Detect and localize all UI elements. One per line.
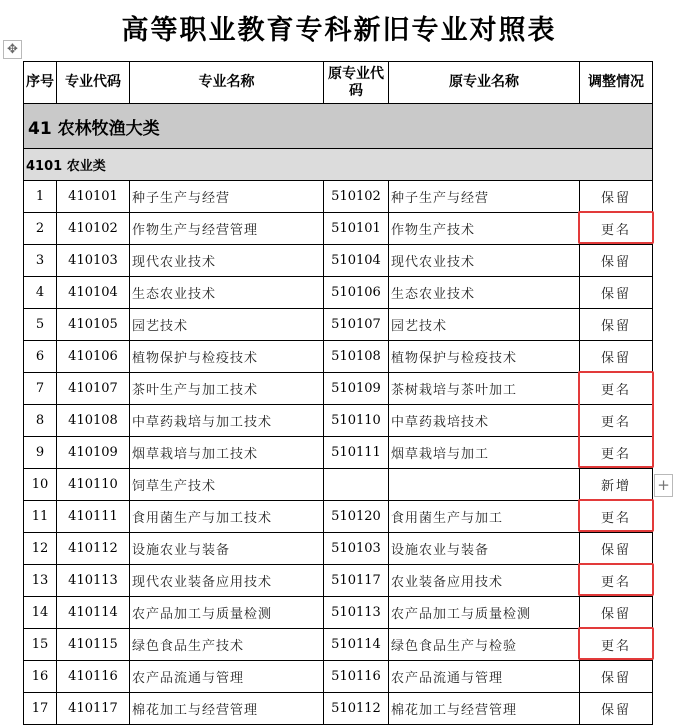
cell-code: 410110: [57, 469, 130, 501]
cell-name: 中草药栽培与加工技术: [130, 405, 324, 437]
highlight-box: [578, 211, 654, 244]
cell-code: 410117: [57, 693, 130, 725]
cell-old-name: 绿色食品生产与检验: [389, 629, 580, 661]
cell-old-name: 农业装备应用技术: [389, 565, 580, 597]
cell-seq: 17: [24, 693, 57, 725]
cell-old-name: 现代农业技术: [389, 245, 580, 277]
table-row: [24, 405, 653, 437]
cell-adjust: 更名: [580, 501, 653, 533]
cell-code: 410103: [57, 245, 130, 277]
cell-old-name: 中草药栽培技术: [389, 405, 580, 437]
table-row: [24, 597, 653, 629]
subcategory-row: [24, 149, 653, 181]
cell-code: 410102: [57, 213, 130, 245]
cell-name: 园艺技术: [130, 309, 324, 341]
cell-old-name: 茶树栽培与茶叶加工: [389, 373, 580, 405]
cell-name: 棉花加工与经营管理: [130, 693, 324, 725]
table-row: [24, 693, 653, 725]
table-row: [24, 437, 653, 469]
cell-code: 410107: [57, 373, 130, 405]
table-row: [24, 373, 653, 405]
cell-old-name: 烟草栽培与加工: [389, 437, 580, 469]
cell-seq: 13: [24, 565, 57, 597]
cell-old-name: 作物生产技术: [389, 213, 580, 245]
cell-adjust: 更名: [580, 213, 653, 245]
header-seq: 序号: [24, 62, 57, 104]
cell-name: 茶叶生产与加工技术: [130, 373, 324, 405]
cell-old-name: 设施农业与装备: [389, 533, 580, 565]
cell-seq: 7: [24, 373, 57, 405]
cell-old-code: 510120: [324, 501, 389, 533]
cell-code: 410115: [57, 629, 130, 661]
add-row-plus-icon[interactable]: +: [654, 474, 673, 497]
cell-old-code: 510101: [324, 213, 389, 245]
cell-name: 绿色食品生产技术: [130, 629, 324, 661]
table-row: [24, 181, 653, 213]
cell-adjust: 保留: [580, 181, 653, 213]
highlight-box: [578, 627, 654, 660]
cell-old-code: 510106: [324, 277, 389, 309]
cell-seq: 11: [24, 501, 57, 533]
cell-name: 农产品加工与质量检测: [130, 597, 324, 629]
cell-name: 生态农业技术: [130, 277, 324, 309]
cell-old-name: 园艺技术: [389, 309, 580, 341]
cell-old-name: 食用菌生产与加工: [389, 501, 580, 533]
cell-name: 作物生产与经营管理: [130, 213, 324, 245]
cell-old-code: 510114: [324, 629, 389, 661]
cell-name: 农产品流通与管理: [130, 661, 324, 693]
cell-code: 410114: [57, 597, 130, 629]
cell-old-code: 510113: [324, 597, 389, 629]
cell-adjust: 更名: [580, 437, 653, 469]
category-row: [24, 104, 653, 149]
cell-code: 410111: [57, 501, 130, 533]
cell-old-name: 种子生产与经营: [389, 181, 580, 213]
cell-old-code: 510111: [324, 437, 389, 469]
table-row: [24, 469, 653, 501]
cell-adjust: 保留: [580, 341, 653, 373]
cell-seq: 3: [24, 245, 57, 277]
cell-seq: 6: [24, 341, 57, 373]
cell-old-code: 510112: [324, 693, 389, 725]
cell-seq: 16: [24, 661, 57, 693]
table-row: [24, 341, 653, 373]
cell-name: 现代农业装备应用技术: [130, 565, 324, 597]
cell-old-name: 生态农业技术: [389, 277, 580, 309]
cell-code: 410105: [57, 309, 130, 341]
cell-seq: 10: [24, 469, 57, 501]
cell-code: 410104: [57, 277, 130, 309]
cell-name: 烟草栽培与加工技术: [130, 437, 324, 469]
cell-adjust: 保留: [580, 245, 653, 277]
page-title: 高等职业教育专科新旧专业对照表: [121, 15, 557, 46]
cell-old-name: [389, 469, 580, 501]
cell-name: 食用菌生产与加工技术: [130, 501, 324, 533]
table-move-handle-icon[interactable]: ✥: [3, 40, 22, 59]
cell-code: 410108: [57, 405, 130, 437]
header-old-code: 原专业代码: [324, 62, 389, 104]
cell-old-name: 棉花加工与经营管理: [389, 693, 580, 725]
header-name: 专业名称: [130, 62, 324, 104]
cell-code: 410113: [57, 565, 130, 597]
header-old-name: 原专业名称: [389, 62, 580, 104]
table-row: [24, 309, 653, 341]
cell-adjust: 保留: [580, 597, 653, 629]
cell-code: 410106: [57, 341, 130, 373]
cell-old-code: 510103: [324, 533, 389, 565]
table-row: [24, 565, 653, 597]
cell-name: 设施农业与装备: [130, 533, 324, 565]
table-row: [24, 501, 653, 533]
cell-old-code: 510108: [324, 341, 389, 373]
highlight-box: [578, 371, 654, 468]
cell-adjust: 更名: [580, 405, 653, 437]
cell-seq: 2: [24, 213, 57, 245]
cell-old-code: 510107: [324, 309, 389, 341]
highlight-box: [578, 499, 654, 532]
cell-seq: 12: [24, 533, 57, 565]
cell-seq: 8: [24, 405, 57, 437]
cell-old-code: 510104: [324, 245, 389, 277]
table-row: [24, 629, 653, 661]
highlight-box: [578, 563, 654, 596]
table-row: [24, 277, 653, 309]
cell-old-code: [324, 469, 389, 501]
cell-code: 410109: [57, 437, 130, 469]
table-header-row: [24, 62, 653, 104]
subcategory-label: 4101 农业类: [24, 149, 653, 181]
cell-name: 饲草生产技术: [130, 469, 324, 501]
cell-seq: 15: [24, 629, 57, 661]
cell-code: 410112: [57, 533, 130, 565]
cell-name: 现代农业技术: [130, 245, 324, 277]
cell-adjust: 保留: [580, 277, 653, 309]
cell-adjust: 更名: [580, 373, 653, 405]
cell-old-name: 农产品加工与质量检测: [389, 597, 580, 629]
header-code: 专业代码: [57, 62, 130, 104]
cell-adjust: 更名: [580, 565, 653, 597]
cell-adjust: 保留: [580, 661, 653, 693]
cell-adjust: 新增: [580, 469, 653, 501]
cell-old-code: 510116: [324, 661, 389, 693]
cell-seq: 14: [24, 597, 57, 629]
major-comparison-table: [23, 61, 653, 725]
table-row: [24, 213, 653, 245]
table-row: [24, 245, 653, 277]
cell-adjust: 保留: [580, 533, 653, 565]
cell-name: 种子生产与经营: [130, 181, 324, 213]
cell-seq: 1: [24, 181, 57, 213]
cell-old-name: 农产品流通与管理: [389, 661, 580, 693]
table-row: [24, 533, 653, 565]
cell-adjust: 保留: [580, 309, 653, 341]
cell-old-code: 510109: [324, 373, 389, 405]
cell-name: 植物保护与检疫技术: [130, 341, 324, 373]
cell-adjust: 保留: [580, 693, 653, 725]
cell-seq: 5: [24, 309, 57, 341]
cell-code: 410116: [57, 661, 130, 693]
cell-old-code: 510117: [324, 565, 389, 597]
cell-seq: 9: [24, 437, 57, 469]
cell-adjust: 更名: [580, 629, 653, 661]
cell-code: 410101: [57, 181, 130, 213]
table-row: [24, 661, 653, 693]
header-adjust: 调整情况: [580, 62, 653, 104]
category-label: 41 农林牧渔大类: [24, 104, 653, 149]
cell-old-code: 510102: [324, 181, 389, 213]
cell-seq: 4: [24, 277, 57, 309]
cell-old-name: 植物保护与检疫技术: [389, 341, 580, 373]
cell-old-code: 510110: [324, 405, 389, 437]
